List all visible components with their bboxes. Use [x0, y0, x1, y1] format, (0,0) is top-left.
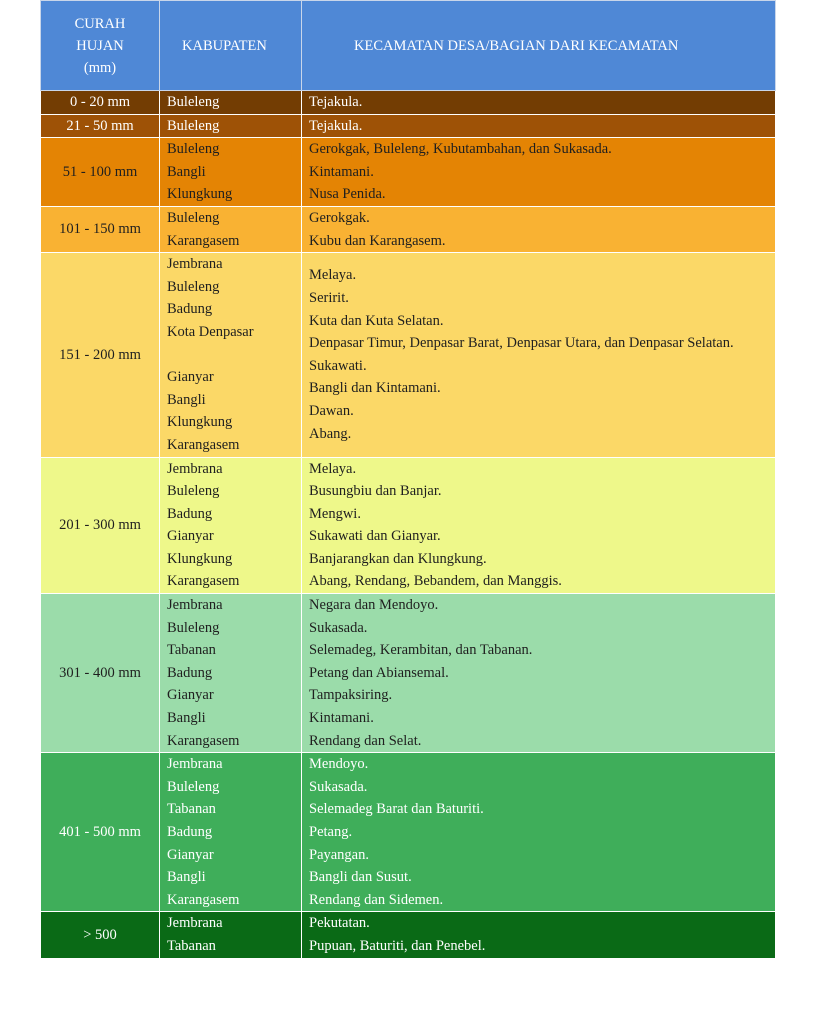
regency-name: Bangli [167, 163, 206, 180]
regency-name: Jembrana [167, 756, 223, 773]
regency-name: Jembrana [167, 597, 223, 614]
regency-name: Jembrana [167, 915, 223, 932]
district-name: Negara dan Mendoyo. [309, 597, 439, 614]
regency-name: Klungkung [167, 414, 233, 431]
regency-list [160, 594, 302, 753]
district-name: Mendoyo. [309, 756, 369, 773]
table-row [41, 912, 776, 958]
rainfall-range: 101 - 150 mm [41, 206, 160, 252]
regency-name: Klungkung [167, 186, 233, 203]
regency-name: Bangli [167, 391, 206, 408]
table-row [41, 91, 776, 115]
regency-name: Buleleng [167, 778, 220, 795]
district-list [302, 594, 776, 753]
table-row [41, 206, 776, 252]
regency-name: Badung [167, 824, 213, 840]
regency-list [160, 206, 302, 252]
table-row [41, 457, 776, 594]
rainfall-range: 151 - 200 mm [41, 253, 160, 457]
rainfall-range: 401 - 500 mm [41, 753, 160, 912]
regency-list [160, 91, 302, 115]
district-name: Tejakula. [309, 117, 363, 134]
header-row [41, 1, 776, 91]
regency-name: Buleleng [167, 117, 220, 134]
regency-name [167, 344, 294, 367]
district-name: Seririt. [309, 290, 349, 307]
district-name: Kuta dan Kuta Selatan. [309, 312, 444, 329]
regency-name: Tabanan [167, 642, 216, 659]
regency-name: Karangasem [167, 232, 240, 249]
district-name: Pekutatan. [309, 915, 370, 932]
district-name: Rendang dan Sidemen. [309, 891, 444, 908]
regency-name: Tabanan [167, 801, 216, 818]
header-rainfall: CURAH HUJAN (mm) [41, 1, 160, 91]
district-name: Bangli dan Susut. [309, 869, 412, 886]
regency-name: Bangli [167, 710, 206, 727]
district-name: Sukawati dan Gianyar. [309, 528, 441, 545]
district-name: Banjarangkan dan Klungkung. [309, 550, 487, 567]
regency-list [160, 138, 302, 207]
regency-name: Buleleng [167, 141, 220, 158]
header-regency: KABUPATEN [160, 1, 302, 91]
regency-name: Kota Denpasar [167, 323, 254, 340]
district-name: Bangli dan Kintamani. [309, 380, 441, 397]
district-name: Kintamani. [309, 163, 374, 180]
regency-list [160, 114, 302, 138]
table-row [41, 114, 776, 138]
district-name: Abang. [309, 425, 352, 442]
regency-list [160, 753, 302, 912]
regency-name: Badung [167, 301, 213, 318]
district-name: Abang, Rendang, Bebandem, dan Manggis. [309, 573, 562, 590]
table-row [41, 138, 776, 207]
regency-name: Karangasem [167, 436, 240, 453]
district-list [302, 457, 776, 594]
regency-name: Buleleng [167, 209, 220, 226]
district-name: Tampaksiring. [309, 687, 393, 704]
regency-name: Gianyar [167, 846, 214, 863]
regency-name: Karangasem [167, 573, 240, 590]
regency-name: Badung [167, 505, 213, 522]
district-name: Selemadeg, Kerambitan, dan Tabanan. [309, 642, 533, 659]
rainfall-range: 21 - 50 mm [41, 114, 160, 138]
regency-name: Buleleng [167, 619, 220, 636]
rainfall-table [40, 0, 776, 959]
regency-name: Badung [167, 664, 213, 681]
district-name: Kintamani. [309, 710, 374, 727]
header-district: KECAMATAN DESA/BAGIAN DARI KECAMATAN [302, 1, 776, 91]
rainfall-range: 301 - 400 mm [41, 594, 160, 753]
regency-name: Jembrana [167, 256, 223, 273]
table-row [41, 253, 776, 457]
district-name: Kubu dan Karangasem. [309, 232, 446, 249]
regency-name: Jembrana [167, 460, 223, 477]
regency-name: Buleleng [167, 483, 220, 500]
regency-name: Karangasem [167, 732, 240, 749]
regency-name: Buleleng [167, 94, 220, 110]
rainfall-range: 51 - 100 mm [41, 138, 160, 207]
district-name: Tejakula. [309, 94, 363, 110]
regency-name: Klungkung [167, 550, 233, 567]
district-list [302, 114, 776, 138]
district-list [302, 138, 776, 207]
regency-list [160, 457, 302, 594]
rainfall-range: 0 - 20 mm [41, 91, 160, 115]
district-name: Denpasar Timur, Denpasar Barat, Denpasar Utara, dan Denpasar Selatan. [309, 335, 734, 352]
district-name: Gerokgak. [309, 209, 370, 226]
district-name: Selemadeg Barat dan Baturiti. [309, 801, 484, 818]
district-name: Petang dan Abiansemal. [309, 664, 449, 681]
district-name: Petang. [309, 824, 353, 840]
regency-name: Bangli [167, 869, 206, 886]
district-name: Rendang dan Selat. [309, 732, 422, 749]
regency-name: Gianyar [167, 528, 214, 545]
district-name: Sukawati. [309, 357, 367, 374]
table-body [41, 91, 776, 959]
district-list [302, 206, 776, 252]
district-name: Gerokgak, Buleleng, Kubutambahan, dan Sukasada. [309, 141, 612, 158]
district-name: Nusa Penida. [309, 186, 386, 203]
rainfall-range: > 500 [41, 912, 160, 958]
district-name: Melaya. [309, 267, 357, 284]
district-name: Dawan. [309, 403, 354, 420]
table-row [41, 753, 776, 912]
rainfall-range: 201 - 300 mm [41, 457, 160, 594]
district-name: Payangan. [309, 846, 369, 863]
district-name: Melaya. [309, 460, 357, 477]
district-list [302, 753, 776, 912]
district-list [302, 912, 776, 958]
district-name: Sukasada. [309, 778, 368, 795]
regency-name: Gianyar [167, 687, 214, 704]
district-name: Sukasada. [309, 619, 368, 636]
district-list [302, 91, 776, 115]
regency-list [160, 253, 302, 457]
district-name: Mengwi. [309, 505, 361, 522]
district-list [302, 253, 776, 457]
district-name: Busungbiu dan Banjar. [309, 483, 442, 500]
regency-name: Tabanan [167, 937, 216, 954]
district-name: Pupuan, Baturiti, dan Penebel. [309, 937, 486, 954]
regency-name: Karangasem [167, 891, 240, 908]
regency-list [160, 912, 302, 958]
table-row [41, 594, 776, 753]
regency-name: Buleleng [167, 278, 220, 295]
regency-name: Gianyar [167, 369, 214, 386]
